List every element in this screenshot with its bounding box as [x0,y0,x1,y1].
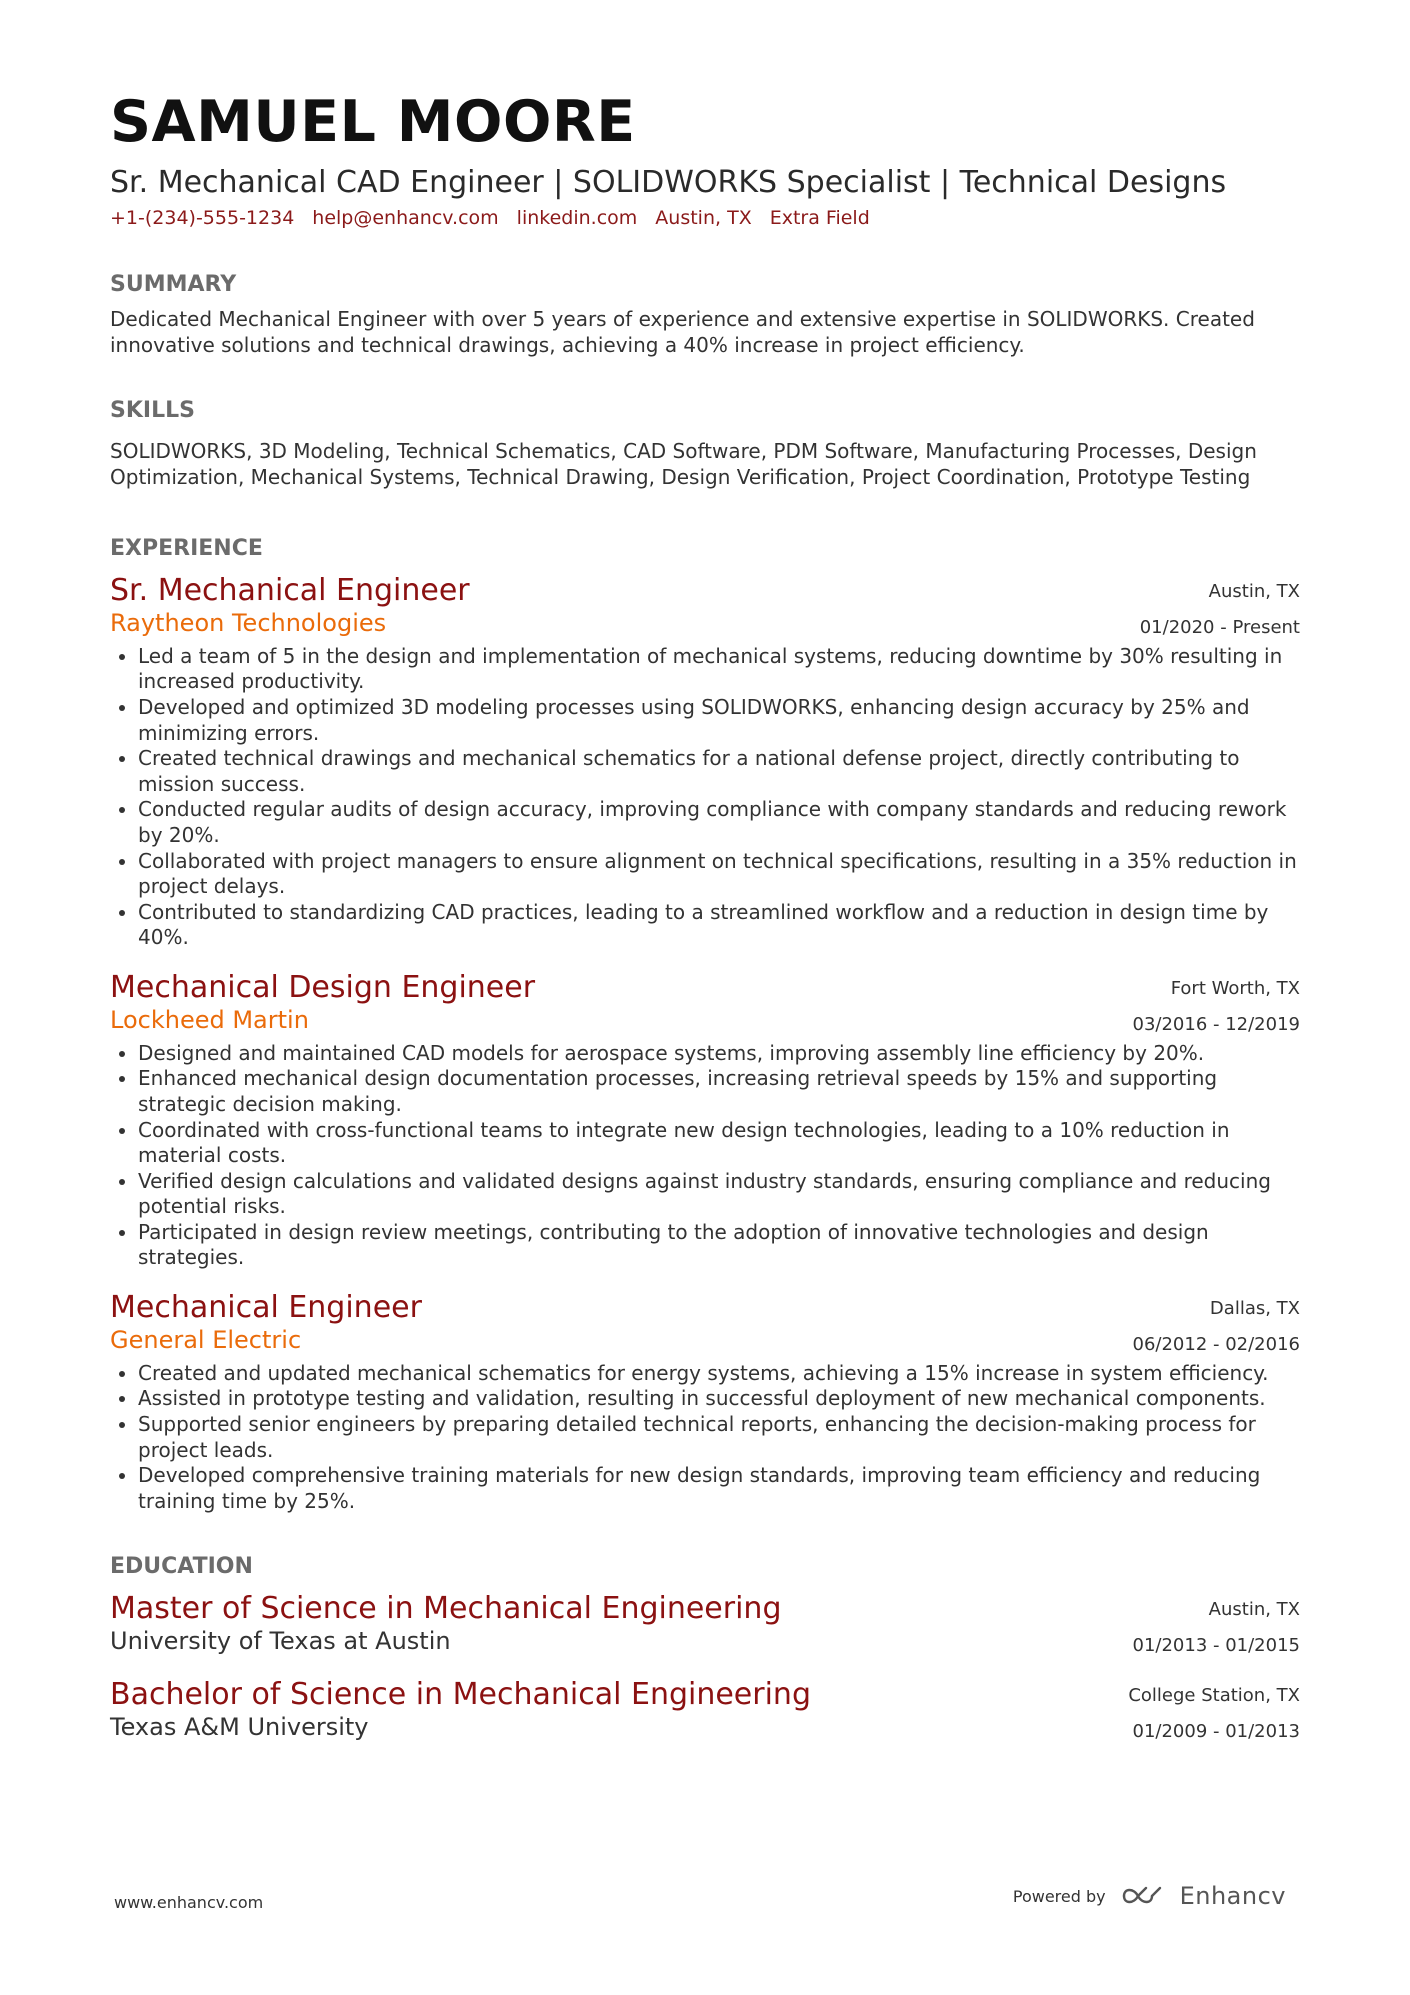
job-company: Lockheed Martin [110,1005,309,1034]
list-item: • Participated in design review meetings, contributing to the adoption of innovative technologies and design strategies. [138,1220,1300,1271]
contact-linkedin[interactable]: linkedin.com [516,207,638,229]
job-dates: 01/2020 - Present [1139,617,1300,638]
list-item: • Developed comprehensive training materials for new design standards, improving team efficiency and reducing training time by 25%. [138,1463,1300,1514]
list-item: • Collaborated with project managers to ensure alignment on technical specifications, resulting in a 35% reduction in project delays. [138,849,1300,900]
contact-location: Austin, TX [655,207,752,229]
list-item: • Created technical drawings and mechanical schematics for a national defense project, directly contributing to mission success. [138,746,1300,797]
list-item: • Developed and optimized 3D modeling processes using SOLIDWORKS, enhancing design accuracy by 25% and minimizing errors. [138,695,1300,746]
job-bullets [110,1041,1300,1271]
skills-text: SOLIDWORKS, 3D Modeling, Technical Schematics, CAD Software, PDM Software, Manufacturing Processes, Design Optimization, Mechanical Systems, Technical Drawing, Design Verification, Project Coordination, Prototype Testing [110,439,1257,489]
brand-name: Enhancv [1179,1882,1286,1910]
experience-entry [110,574,1300,951]
education-entry [110,1678,1300,1742]
job-meta [1140,574,1300,646]
experience-title: EXPERIENCE [110,536,263,561]
powered-by-label: Powered by [1012,1886,1106,1906]
education-dates: 01/2009 - 01/2013 [1132,1721,1300,1743]
contact-line [110,207,1300,229]
education-entry [110,1592,1300,1656]
education-section [110,1556,1300,1742]
education-meta [1128,1678,1300,1750]
job-meta [1133,1291,1301,1363]
list-item: • Conducted regular audits of design accuracy, improving compliance with company standards and reducing rework by 20%. [138,797,1300,848]
contact-extra-field: Extra Field [769,207,870,229]
list-item: • Verified design calculations and validated designs against industry standards, ensuring compliance and reducing potential risks. [138,1169,1300,1220]
education-location: College Station, TX [1128,1685,1300,1707]
job-role: Mechanical Design Engineer [110,969,536,1005]
footer-branding [1013,1882,1286,1910]
job-location: Fort Worth, TX [1170,977,1300,999]
list-item: • Coordinated with cross-functional teams to integrate new design technologies, leading to a 10% reduction in material costs. [138,1118,1300,1169]
candidate-name: SAMUEL MOORE [110,89,636,155]
education-title: EDUCATION [110,1554,253,1580]
summary-text: Dedicated Mechanical Engineer with over 5 years of experience and extensive expertise in SOLIDWORKS. Created innovative solutions and technical drawings, achieving a 40% increase in project efficiency. [110,307,1255,357]
list-item: • Supported senior engineers by preparing detailed technical reports, enhancing the decision-making process for project leads. [138,1412,1300,1463]
footer-website[interactable]: www.enhancv.com [114,1893,264,1912]
skills-section [110,400,1300,490]
summary-section [110,274,1300,358]
job-role: Sr. Mechanical Engineer [110,573,470,608]
school-name: Texas A&M University [110,1713,369,1742]
contact-phone[interactable]: +1-(234)-555-1234 [110,207,295,229]
education-meta [1133,1592,1301,1664]
job-meta [1133,971,1301,1043]
enhancv-logo-icon [1120,1884,1166,1908]
job-bullets [110,644,1300,951]
school-name: University of Texas at Austin [110,1627,451,1656]
list-item: • Designed and maintained CAD models for aerospace systems, improving assembly line efficiency by 20%. [138,1041,1300,1067]
contact-email[interactable]: help@enhancv.com [312,207,499,229]
education-dates: 01/2013 - 01/2015 [1132,1635,1300,1657]
degree-title: Master of Science in Mechanical Engineering [110,1591,782,1627]
skills-title: SKILLS [110,398,195,423]
experience-entry [110,1291,1300,1514]
list-item: • Led a team of 5 in the design and implementation of mechanical systems, reducing downtime by 30% resulting in increased productivity. [138,644,1300,695]
list-item: • Contributed to standardizing CAD practices, leading to a streamlined workflow and a reduction in design time by 40%. [138,900,1300,951]
job-dates: 03/2016 - 12/2019 [1132,1013,1300,1035]
degree-title: Bachelor of Science in Mechanical Engineering [110,1677,811,1713]
job-dates: 06/2012 - 02/2016 [1132,1334,1300,1356]
experience-entry [110,971,1300,1271]
job-location: Austin, TX [1208,581,1300,602]
experience-section [110,538,1300,1514]
candidate-headline: Sr. Mechanical CAD Engineer | SOLIDWORKS Specialist | Technical Designs [110,165,1227,200]
job-role: Mechanical Engineer [110,1290,422,1326]
list-item: • Assisted in prototype testing and validation, resulting in successful deployment of new mechanical components. [138,1386,1300,1412]
education-location: Austin, TX [1208,1599,1300,1621]
list-item: • Created and updated mechanical schematics for energy systems, achieving a 15% increase in system efficiency. [138,1361,1300,1387]
job-bullets [110,1361,1300,1515]
summary-title: SUMMARY [110,272,237,297]
job-location: Dallas, TX [1209,1298,1300,1320]
job-company: Raytheon Technologies [110,609,387,637]
list-item: • Enhanced mechanical design documentation processes, increasing retrieval speeds by 15% and supporting strategic decision making. [138,1066,1300,1117]
job-company: General Electric [110,1326,302,1355]
